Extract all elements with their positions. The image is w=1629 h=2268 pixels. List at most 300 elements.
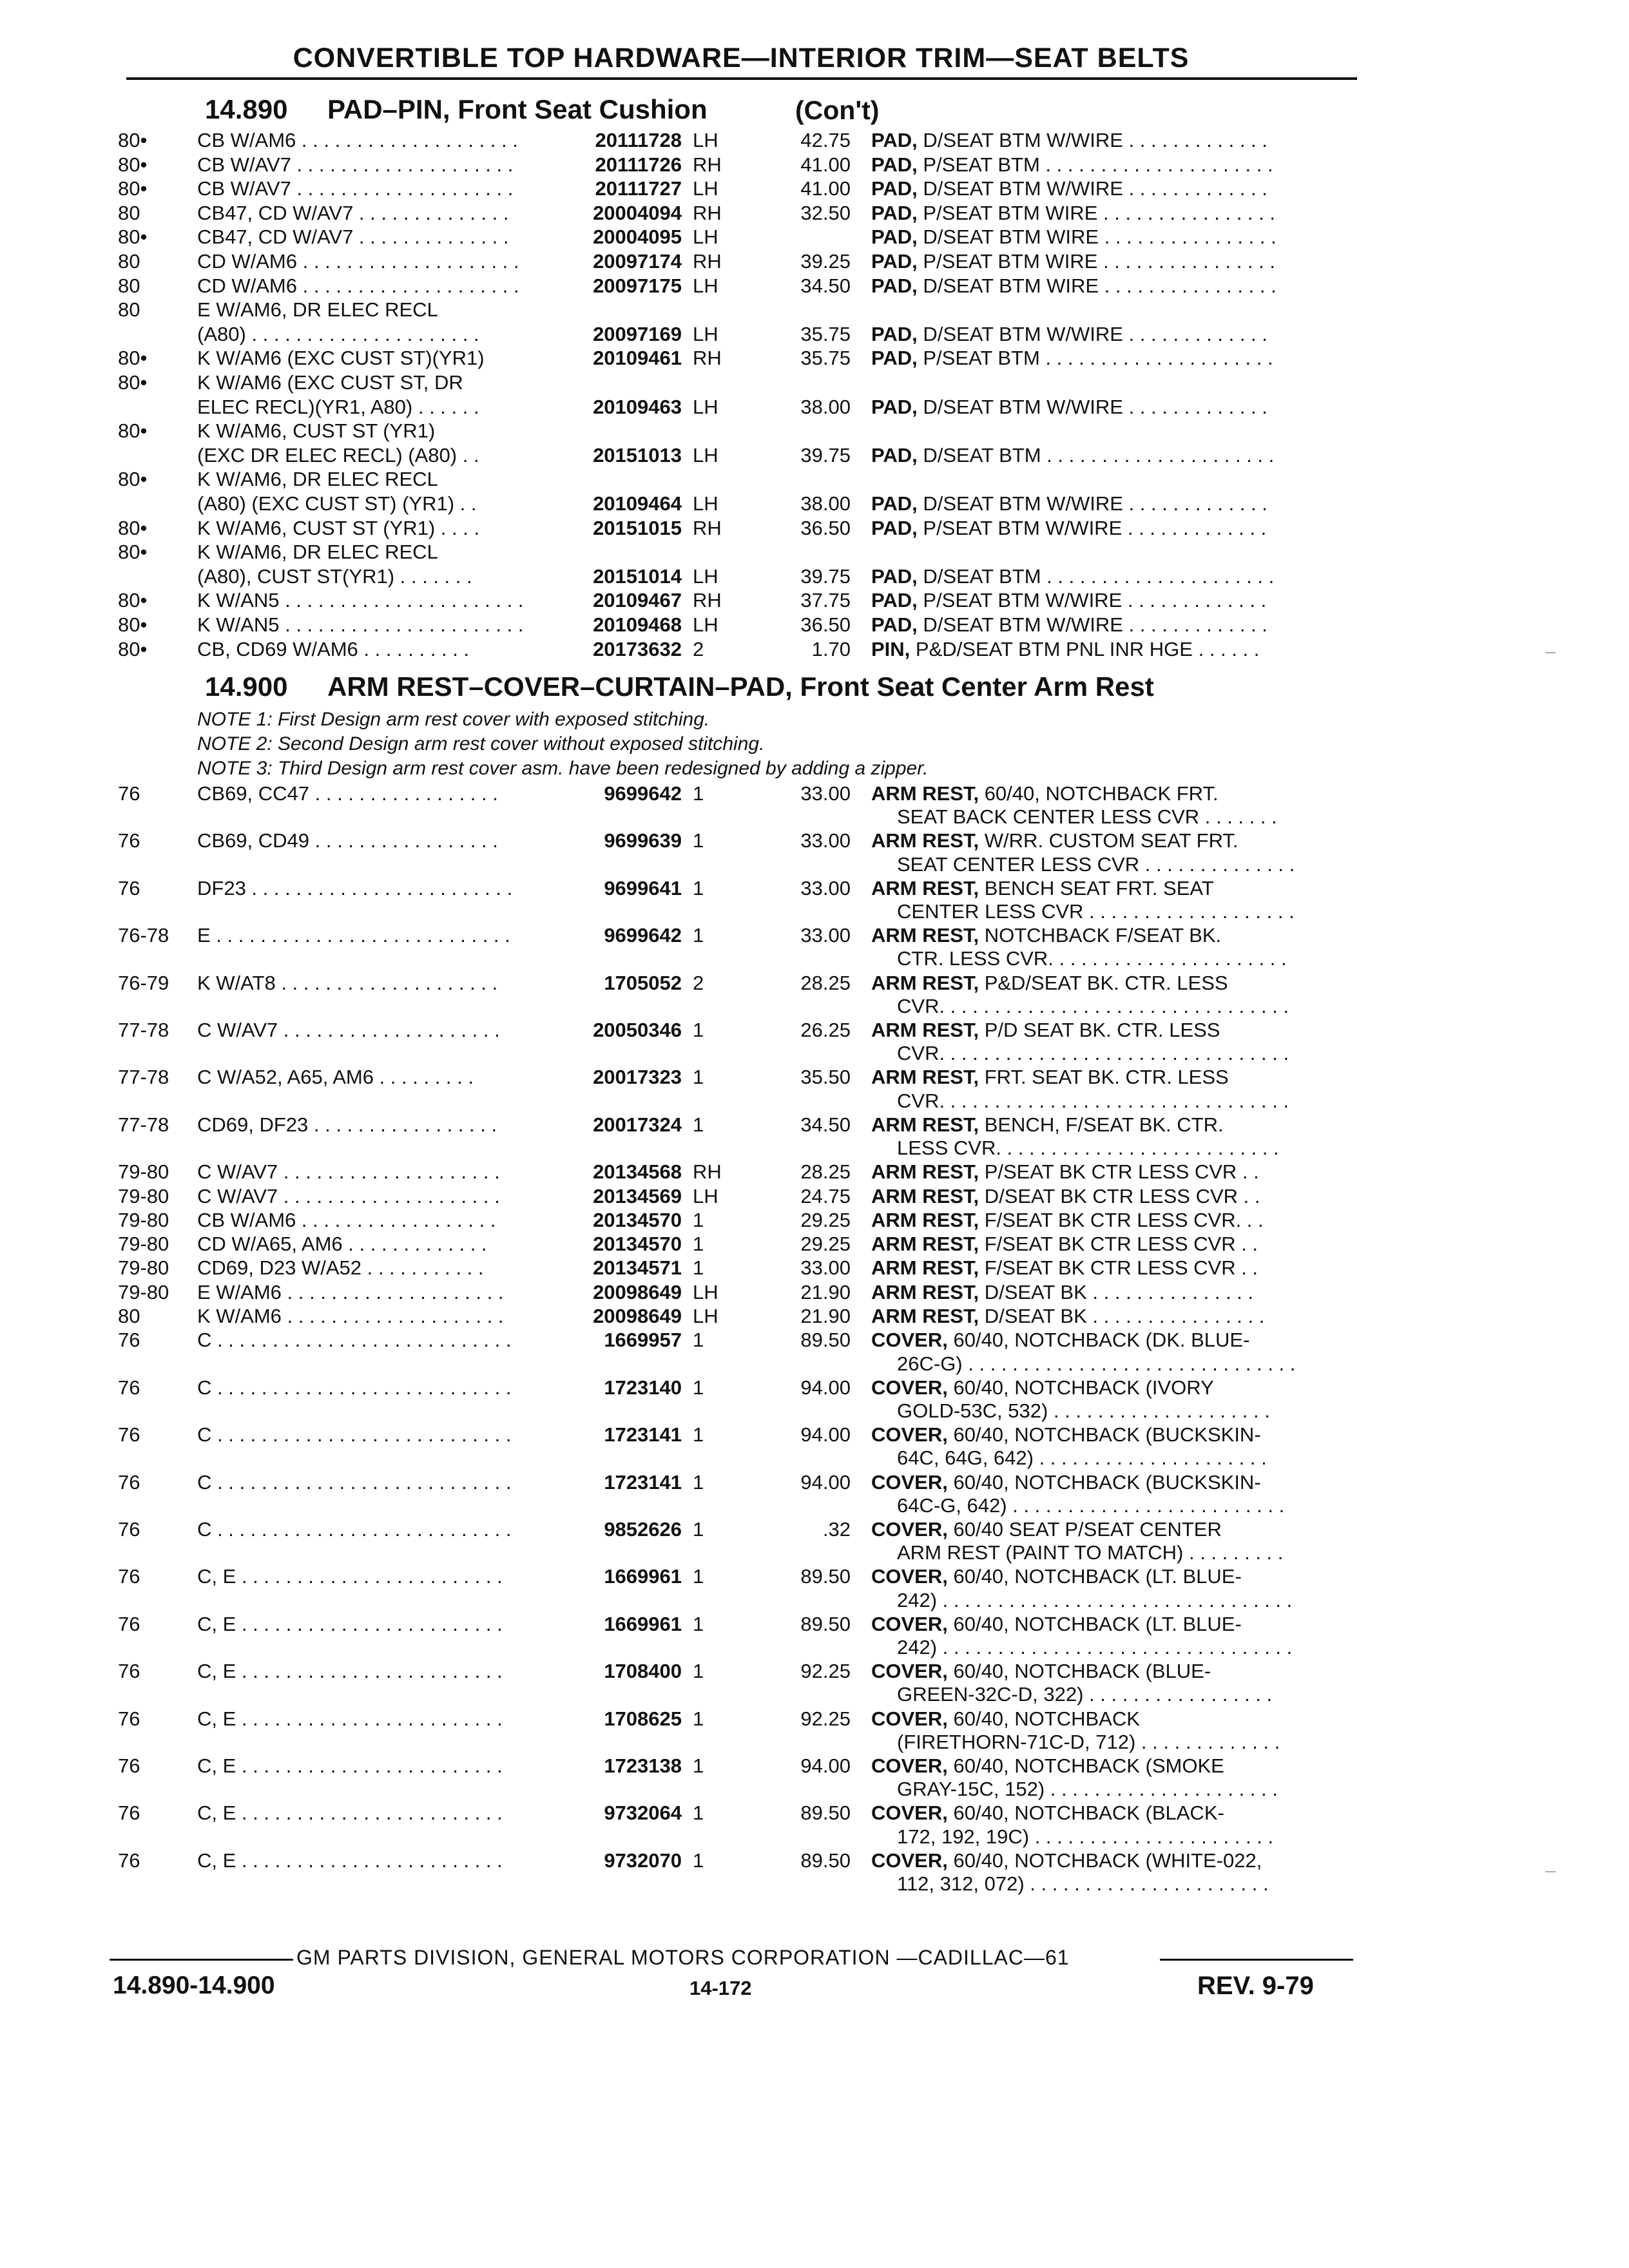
year-cell: 76 xyxy=(118,1802,140,1825)
price-cell: 32.50 xyxy=(800,201,851,224)
description-continuation: SEAT CENTER LESS CVR . . . . . . . . . . . . . . xyxy=(897,852,1295,876)
part-name: ARM REST, xyxy=(871,1160,979,1184)
year-cell: 77-78 xyxy=(118,1113,169,1136)
description-cell xyxy=(871,1470,1360,1495)
application-cell: C, E . . . . . . . . . . . . . . . . . . . . . . . . xyxy=(197,1612,503,1635)
part-number-cell: 20109464 xyxy=(593,492,682,515)
description-continuation: 64C, 64G, 642) . . . . . . . . . . . . . . . . . . . . . xyxy=(897,1446,1267,1470)
table-row xyxy=(0,1159,1629,1185)
price-cell: 21.90 xyxy=(800,1280,851,1303)
part-description: F/SEAT BK CTR LESS CVR. . . xyxy=(979,1208,1264,1231)
quantity-cell: 1 xyxy=(693,1208,704,1231)
note-2: NOTE 2: Second Design arm rest cover without exposed stitching. xyxy=(197,733,765,754)
price-cell: 89.50 xyxy=(800,1565,851,1588)
table-row-continuation xyxy=(0,1635,1629,1660)
part-description: P/SEAT BTM WIRE . . . . . . . . . . . . . . . . xyxy=(917,201,1275,224)
quantity-cell: LH xyxy=(693,613,718,636)
description-continuation: ARM REST (PAINT TO MATCH) . . . . . . . . . xyxy=(897,1541,1284,1564)
quantity-cell: LH xyxy=(693,1184,718,1207)
part-name: PAD, xyxy=(871,443,918,466)
description-cell xyxy=(871,1112,1360,1138)
year-cell: 80• xyxy=(118,613,148,636)
price-cell: 38.00 xyxy=(800,395,851,418)
year-cell: 79-80 xyxy=(118,1160,169,1184)
application-cell: C, E . . . . . . . . . . . . . . . . . . . . . . . . xyxy=(197,1802,503,1825)
description-continuation: CVR. . . . . . . . . . . . . . . . . . . . . . . . . . . . . . . . xyxy=(897,1089,1289,1112)
year-cell: 77-78 xyxy=(118,1019,169,1041)
part-number-cell: 9732070 xyxy=(604,1849,682,1872)
application-cell: CB, CD69 W/AM6 . . . . . . . . . . xyxy=(197,637,470,660)
application-cell: (A80) (EXC CUST ST) (YR1) . . xyxy=(197,492,477,515)
year-cell: 80• xyxy=(118,153,148,176)
part-name: PIN, xyxy=(871,637,911,660)
price-cell: 29.25 xyxy=(800,1208,851,1231)
part-description: P/SEAT BTM WIRE . . . . . . . . . . . . . . . . xyxy=(917,250,1275,273)
year-cell: 79-80 xyxy=(118,1208,169,1231)
quantity-cell: LH xyxy=(693,395,718,418)
price-cell: 89.50 xyxy=(800,1612,851,1635)
part-name: ARM REST, xyxy=(871,971,979,994)
application-cell: K W/AM6, CUST ST (YR1) . . . . xyxy=(197,516,480,539)
quantity-cell: 1 xyxy=(693,1233,704,1256)
price-cell: 39.75 xyxy=(800,564,851,588)
part-number-cell: 1723140 xyxy=(604,1376,682,1399)
table-row-continuation xyxy=(0,1824,1629,1850)
price-cell: 34.50 xyxy=(800,274,851,297)
description-continuation: GOLD-53C, 532) . . . . . . . . . . . . . . . . . . . . xyxy=(897,1399,1270,1422)
description-continuation: CENTER LESS CVR . . . . . . . . . . . . . . . . . . . xyxy=(897,900,1295,923)
part-description: P/SEAT BTM . . . . . . . . . . . . . . . . . . . . . xyxy=(917,347,1273,370)
year-cell: 76 xyxy=(118,1423,140,1446)
table-row xyxy=(0,1422,1629,1448)
table-row-continuation xyxy=(0,994,1629,1019)
table-row xyxy=(0,923,1629,948)
footer-revision: REV. 9-79 xyxy=(1197,1972,1314,2000)
table-row xyxy=(0,1112,1629,1138)
part-number-cell: 1669957 xyxy=(604,1329,682,1352)
price-cell: 36.50 xyxy=(800,516,851,539)
table-row xyxy=(0,612,1629,638)
part-number-cell: 20111726 xyxy=(595,153,682,176)
description-cell xyxy=(871,1848,1360,1874)
part-description: D/SEAT BTM W/WIRE . . . . . . . . . . . . . xyxy=(917,129,1268,151)
table-row xyxy=(0,273,1629,299)
table-row-continuation xyxy=(0,1351,1629,1377)
table-row xyxy=(0,1327,1629,1353)
note-1: NOTE 1: First Design arm rest cover with exposed stitching. xyxy=(197,709,710,730)
part-description: P/SEAT BTM W/WIRE . . . . . . . . . . . . . xyxy=(917,589,1267,612)
part-number-cell: 1723138 xyxy=(604,1754,682,1777)
quantity-cell: 2 xyxy=(693,971,704,994)
application-cell: C . . . . . . . . . . . . . . . . . . . . . . . . . . . xyxy=(197,1470,512,1494)
part-description: D/SEAT BK . . . . . . . . . . . . . . . . xyxy=(979,1305,1265,1327)
application-cell: K W/AM6 . . . . . . . . . . . . . . . . . . . . xyxy=(197,1305,504,1327)
section-heading-14890 xyxy=(205,94,708,125)
price-cell: 26.25 xyxy=(800,1019,851,1041)
application-cell: E W/AM6 . . . . . . . . . . . . . . . . . . . . xyxy=(197,1280,504,1303)
footer-company: GM PARTS DIVISION, GENERAL MOTORS CORPORATION —CADILLAC—61 xyxy=(296,1946,1070,1969)
year-cell: 76 xyxy=(118,1660,140,1683)
description-cell xyxy=(871,345,1360,371)
application-cell: ELEC RECL)(YR1, A80) . . . . . . xyxy=(197,395,479,418)
part-name: COVER, xyxy=(871,1423,948,1446)
table-row xyxy=(0,970,1629,996)
description-cell xyxy=(871,128,1360,153)
part-description: P&D/SEAT BTM PNL INR HGE . . . . . . xyxy=(910,637,1260,660)
application-cell: CB47, CD W/AV7 . . . . . . . . . . . . . . xyxy=(197,226,509,249)
application-cell: C W/AV7 . . . . . . . . . . . . . . . . . . . . xyxy=(197,1184,500,1207)
price-cell: 94.00 xyxy=(800,1470,851,1494)
table-row-continuation xyxy=(0,1445,1629,1471)
part-number-cell: 20097169 xyxy=(593,322,682,345)
year-cell: 80• xyxy=(118,468,148,491)
price-cell: 41.00 xyxy=(800,153,851,176)
description-cell xyxy=(871,322,1360,347)
table-row-continuation xyxy=(0,1540,1629,1566)
price-cell: 89.50 xyxy=(800,1802,851,1825)
application-cell: C, E . . . . . . . . . . . . . . . . . . . . . . . . xyxy=(197,1707,503,1730)
description-cell xyxy=(871,1706,1360,1732)
part-description: 60/40, NOTCHBACK (BUCKSKIN- xyxy=(947,1423,1261,1446)
year-cell: 80• xyxy=(118,347,148,370)
year-cell: 76-78 xyxy=(118,924,169,947)
application-cell: C, E . . . . . . . . . . . . . . . . . . . . . . . . xyxy=(197,1660,503,1683)
footer-section-range: 14.890-14.900 xyxy=(113,1972,275,1999)
year-cell: 80 xyxy=(118,1305,140,1327)
price-cell: 29.25 xyxy=(800,1233,851,1256)
description-continuation: 64C-G, 642) . . . . . . . . . . . . . . . . . . . . . . . . . xyxy=(897,1494,1285,1517)
part-description: D/SEAT BTM W/WIRE . . . . . . . . . . . . . xyxy=(917,613,1268,636)
description-cell xyxy=(871,923,1360,948)
table-row xyxy=(0,1255,1629,1281)
year-cell: 80• xyxy=(118,129,148,151)
part-number-cell: 20151015 xyxy=(593,516,682,539)
year-cell: 80 xyxy=(118,201,140,224)
application-cell: K W/AM6, DR ELEC RECL xyxy=(197,468,438,491)
note-3: NOTE 3: Third Design arm rest cover asm. have been redesigned by adding a zipper. xyxy=(197,758,929,779)
part-description: 60/40, NOTCHBACK (DK. BLUE- xyxy=(947,1329,1250,1352)
table-row xyxy=(0,322,1629,347)
table-row-continuation xyxy=(0,1729,1629,1755)
part-description: 60/40, NOTCHBACK (LT. BLUE- xyxy=(947,1565,1242,1588)
part-name: ARM REST, xyxy=(871,1184,979,1207)
table-row xyxy=(0,466,1629,492)
part-number-cell: 9699641 xyxy=(604,876,682,899)
part-name: ARM REST, xyxy=(871,1233,979,1256)
year-cell: 76 xyxy=(118,1517,140,1541)
footer-rule-right xyxy=(1160,1959,1353,1961)
application-cell: C W/A52, A65, AM6 . . . . . . . . . xyxy=(197,1066,474,1089)
description-cell xyxy=(871,443,1360,468)
price-cell: 33.00 xyxy=(800,829,851,852)
part-number-cell: 20097174 xyxy=(593,250,682,273)
footer-page-number: 14-172 xyxy=(689,1977,752,1999)
part-description: D/SEAT BTM W/WIRE . . . . . . . . . . . . . xyxy=(917,492,1268,515)
table-row xyxy=(0,418,1629,444)
part-description: 60/40, NOTCHBACK (BUCKSKIN- xyxy=(947,1470,1261,1494)
year-cell: 76-79 xyxy=(118,971,169,994)
description-cell xyxy=(871,1658,1360,1684)
description-cell xyxy=(871,588,1360,613)
description-cell xyxy=(871,970,1360,996)
part-number-cell: 20134570 xyxy=(593,1208,682,1231)
application-cell: K W/AM6, DR ELEC RECL xyxy=(197,541,438,564)
table-row xyxy=(0,370,1629,396)
application-cell: E . . . . . . . . . . . . . . . . . . . . . . . . . . . xyxy=(197,924,510,947)
application-cell: CB69, CD49 . . . . . . . . . . . . . . . . . xyxy=(197,829,498,852)
part-name: ARM REST, xyxy=(871,1208,979,1231)
part-number-cell: 20017323 xyxy=(593,1066,682,1089)
price-cell: 33.00 xyxy=(800,924,851,947)
quantity-cell: 1 xyxy=(693,1470,704,1494)
description-continuation: CVR. . . . . . . . . . . . . . . . . . . . . . . . . . . . . . . . xyxy=(897,1042,1289,1065)
description-cell xyxy=(871,612,1360,638)
part-description: 60/40, NOTCHBACK (BLUE- xyxy=(947,1660,1211,1683)
description-continuation: LESS CVR. . . . . . . . . . . . . . . . . . . . . . . . . . xyxy=(897,1137,1279,1159)
quantity-cell: RH xyxy=(693,153,722,176)
part-number-cell: 20134570 xyxy=(593,1233,682,1256)
description-cell xyxy=(871,1327,1360,1353)
part-name: COVER, xyxy=(871,1376,948,1399)
table-row xyxy=(0,297,1629,323)
table-row xyxy=(0,637,1629,662)
part-description: P/SEAT BTM W/WIRE . . . . . . . . . . . . . xyxy=(917,516,1267,539)
description-cell xyxy=(871,1375,1360,1401)
part-name: PAD, xyxy=(871,129,918,151)
part-number-cell: 1723141 xyxy=(604,1423,682,1446)
part-name: COVER, xyxy=(871,1849,948,1872)
part-description: F/SEAT BK CTR LESS CVR . . xyxy=(979,1256,1258,1280)
part-name: COVER, xyxy=(871,1707,948,1730)
quantity-cell: 1 xyxy=(693,1754,704,1777)
year-cell: 76 xyxy=(118,829,140,852)
quantity-cell: 1 xyxy=(693,1019,704,1041)
description-cell xyxy=(871,1064,1360,1090)
part-description: W/RR. CUSTOM SEAT FRT. xyxy=(979,829,1239,852)
table-row xyxy=(0,1231,1629,1257)
table-row xyxy=(0,152,1629,178)
quantity-cell: 1 xyxy=(693,1329,704,1352)
price-cell: 24.75 xyxy=(800,1184,851,1207)
year-cell: 76 xyxy=(118,782,140,805)
description-cell xyxy=(871,491,1360,517)
quantity-cell: LH xyxy=(693,129,718,151)
table-row xyxy=(0,1564,1629,1590)
year-cell: 76 xyxy=(118,1470,140,1494)
table-row xyxy=(0,394,1629,420)
part-description: 60/40, NOTCHBACK (SMOKE xyxy=(947,1754,1224,1777)
part-number-cell: 1723141 xyxy=(604,1470,682,1494)
application-cell: C W/AV7 . . . . . . . . . . . . . . . . . . . . xyxy=(197,1160,500,1184)
part-description: D/SEAT BTM . . . . . . . . . . . . . . . . . . . . . xyxy=(917,564,1275,588)
application-cell: K W/AM6 (EXC CUST ST)(YR1) xyxy=(197,347,485,370)
year-cell: 79-80 xyxy=(118,1280,169,1303)
application-cell: C . . . . . . . . . . . . . . . . . . . . . . . . . . . xyxy=(197,1376,512,1399)
description-cell xyxy=(871,637,1360,662)
application-cell: K W/AN5 . . . . . . . . . . . . . . . . . . . . . . xyxy=(197,589,524,612)
application-cell: CB69, CC47 . . . . . . . . . . . . . . . . . xyxy=(197,782,498,805)
quantity-cell: RH xyxy=(693,589,722,612)
year-cell: 76 xyxy=(118,1329,140,1352)
part-number-cell: 20151013 xyxy=(593,443,682,466)
part-name: COVER, xyxy=(871,1565,948,1588)
table-row xyxy=(0,781,1629,807)
part-number-cell: 20098649 xyxy=(593,1280,682,1303)
part-description: P&D/SEAT BK. CTR. LESS xyxy=(979,971,1228,994)
table-row xyxy=(0,345,1629,371)
part-description: D/SEAT BTM W/WIRE . . . . . . . . . . . . . xyxy=(917,395,1268,418)
application-cell: K W/AN5 . . . . . . . . . . . . . . . . . . . . . . xyxy=(197,613,524,636)
application-cell: K W/AM6, CUST ST (YR1) xyxy=(197,419,436,443)
application-cell: C . . . . . . . . . . . . . . . . . . . . . . . . . . . xyxy=(197,1423,512,1446)
table-row-continuation xyxy=(0,804,1629,830)
year-cell: 76 xyxy=(118,1849,140,1872)
year-cell: 76 xyxy=(118,1376,140,1399)
part-description: 60/40, NOTCHBACK (WHITE-022, xyxy=(947,1849,1262,1872)
price-cell: 33.00 xyxy=(800,1256,851,1280)
table-row-continuation xyxy=(0,1871,1629,1897)
price-cell: 33.00 xyxy=(800,876,851,899)
part-name: ARM REST, xyxy=(871,1066,979,1089)
year-cell: 76 xyxy=(118,876,140,899)
application-cell: E W/AM6, DR ELEC RECL xyxy=(197,298,438,322)
part-number-cell: 20134571 xyxy=(593,1256,682,1280)
part-name: ARM REST, xyxy=(871,924,979,947)
quantity-cell: 1 xyxy=(693,1517,704,1541)
notes-block xyxy=(197,707,928,781)
part-number-cell: 9699642 xyxy=(604,782,682,805)
year-cell: 80• xyxy=(118,177,148,200)
description-cell xyxy=(871,1159,1360,1185)
quantity-cell: 1 xyxy=(693,782,704,805)
part-description: BENCH SEAT FRT. SEAT xyxy=(979,876,1214,899)
application-cell: CB W/AM6 . . . . . . . . . . . . . . . . . . xyxy=(197,1208,496,1231)
table-row-continuation xyxy=(0,946,1629,972)
part-name: COVER, xyxy=(871,1754,948,1777)
part-number-cell: 1705052 xyxy=(604,971,682,994)
year-cell: 79-80 xyxy=(118,1233,169,1256)
header-rule xyxy=(126,77,1357,80)
application-cell: C . . . . . . . . . . . . . . . . . . . . . . . . . . . xyxy=(197,1517,512,1541)
part-description: D/SEAT BTM WIRE . . . . . . . . . . . . . . . . xyxy=(917,274,1277,297)
description-cell xyxy=(871,1207,1360,1233)
part-description: 60/40, NOTCHBACK FRT. xyxy=(979,782,1219,805)
table-row-continuation xyxy=(0,1588,1629,1613)
year-cell: 76 xyxy=(118,1707,140,1730)
description-cell xyxy=(871,1800,1360,1826)
application-cell: CB W/AM6 . . . . . . . . . . . . . . . . . . . . xyxy=(197,129,518,151)
year-cell: 80 xyxy=(118,274,140,297)
year-cell: 80• xyxy=(118,371,148,394)
table-row xyxy=(0,1611,1629,1637)
part-description: 60/40, NOTCHBACK xyxy=(947,1707,1140,1730)
quantity-cell: RH xyxy=(693,1160,722,1184)
description-continuation: 26C-G) . . . . . . . . . . . . . . . . . . . . . . . . . . . . . . xyxy=(897,1352,1296,1375)
application-cell: C W/AV7 . . . . . . . . . . . . . . . . . . . . xyxy=(197,1019,500,1041)
year-cell: 80• xyxy=(118,541,148,564)
section-number: 14.890 xyxy=(205,94,288,124)
price-cell: 94.00 xyxy=(800,1423,851,1446)
price-cell: 36.50 xyxy=(800,613,851,636)
part-name: PAD, xyxy=(871,274,918,297)
quantity-cell: 1 xyxy=(693,1066,704,1089)
description-continuation: 242) . . . . . . . . . . . . . . . . . . . . . . . . . . . . . . . . xyxy=(897,1588,1293,1611)
year-cell: 80• xyxy=(118,226,148,249)
table-row-continuation xyxy=(0,1493,1629,1519)
quantity-cell: LH xyxy=(693,443,718,466)
description-continuation: (FIRETHORN-71C-D, 712) . . . . . . . . . . . . . xyxy=(897,1730,1280,1753)
quantity-cell: 1 xyxy=(693,829,704,852)
table-row-continuation xyxy=(0,852,1629,878)
application-cell: CD69, DF23 . . . . . . . . . . . . . . . . . xyxy=(197,1113,497,1136)
description-cell xyxy=(871,273,1360,299)
description-cell xyxy=(871,249,1360,274)
application-cell: DF23 . . . . . . . . . . . . . . . . . . . . . . . . xyxy=(197,876,513,899)
table-row xyxy=(0,200,1629,226)
table-row xyxy=(0,1848,1629,1874)
quantity-cell: LH xyxy=(693,564,718,588)
quantity-cell: LH xyxy=(693,177,718,200)
price-cell: 94.00 xyxy=(800,1754,851,1777)
part-number-cell: 20111728 xyxy=(595,129,682,151)
table-row xyxy=(0,1470,1629,1495)
table-row xyxy=(0,128,1629,153)
part-number-cell: 20004095 xyxy=(593,226,682,249)
part-name: PAD, xyxy=(871,153,918,176)
part-description: 60/40, NOTCHBACK (IVORY xyxy=(947,1376,1214,1399)
description-cell xyxy=(871,1017,1360,1043)
application-cell: (A80) . . . . . . . . . . . . . . . . . . . . . xyxy=(197,322,479,345)
price-cell: 42.75 xyxy=(800,129,851,151)
part-number-cell: 1669961 xyxy=(604,1565,682,1588)
description-cell xyxy=(871,1255,1360,1281)
part-name: ARM REST, xyxy=(871,1305,979,1327)
section-name: PAD–PIN, Front Seat Cushion xyxy=(327,94,708,124)
application-cell: CB W/AV7 . . . . . . . . . . . . . . . . . . . . xyxy=(197,177,514,200)
part-name: ARM REST, xyxy=(871,1113,979,1136)
quantity-cell: LH xyxy=(693,1305,718,1327)
table-row xyxy=(0,539,1629,565)
quantity-cell: 1 xyxy=(693,1660,704,1683)
quantity-cell: 1 xyxy=(693,1376,704,1399)
part-name: COVER, xyxy=(871,1612,948,1635)
quantity-cell: 1 xyxy=(693,1256,704,1280)
table-row-continuation xyxy=(0,1776,1629,1802)
description-cell xyxy=(871,1564,1360,1590)
table-row xyxy=(0,828,1629,854)
description-cell xyxy=(871,200,1360,226)
price-cell: 1.70 xyxy=(811,637,851,660)
part-description: P/SEAT BTM . . . . . . . . . . . . . . . . . . . . . xyxy=(917,153,1273,176)
part-description: P/D SEAT BK. CTR. LESS xyxy=(979,1019,1220,1041)
part-number-cell: 9699639 xyxy=(604,829,682,852)
table-row xyxy=(0,1017,1629,1043)
quantity-cell: RH xyxy=(693,516,722,539)
part-description: BENCH, F/SEAT BK. CTR. xyxy=(979,1113,1224,1136)
application-cell: CD W/AM6 . . . . . . . . . . . . . . . . . . . . xyxy=(197,250,519,273)
section-heading-14900 xyxy=(205,671,1154,702)
description-cell xyxy=(871,1753,1360,1779)
price-cell: 35.75 xyxy=(800,347,851,370)
quantity-cell: RH xyxy=(693,250,722,273)
part-number-cell: 1669961 xyxy=(604,1612,682,1635)
price-cell: 94.00 xyxy=(800,1376,851,1399)
part-number-cell: 20097175 xyxy=(593,274,682,297)
quantity-cell: 1 xyxy=(693,1849,704,1872)
application-cell: C, E . . . . . . . . . . . . . . . . . . . . . . . . xyxy=(197,1849,503,1872)
application-cell: (EXC DR ELEC RECL) (A80) . . xyxy=(197,443,479,466)
part-name: COVER, xyxy=(871,1660,948,1683)
